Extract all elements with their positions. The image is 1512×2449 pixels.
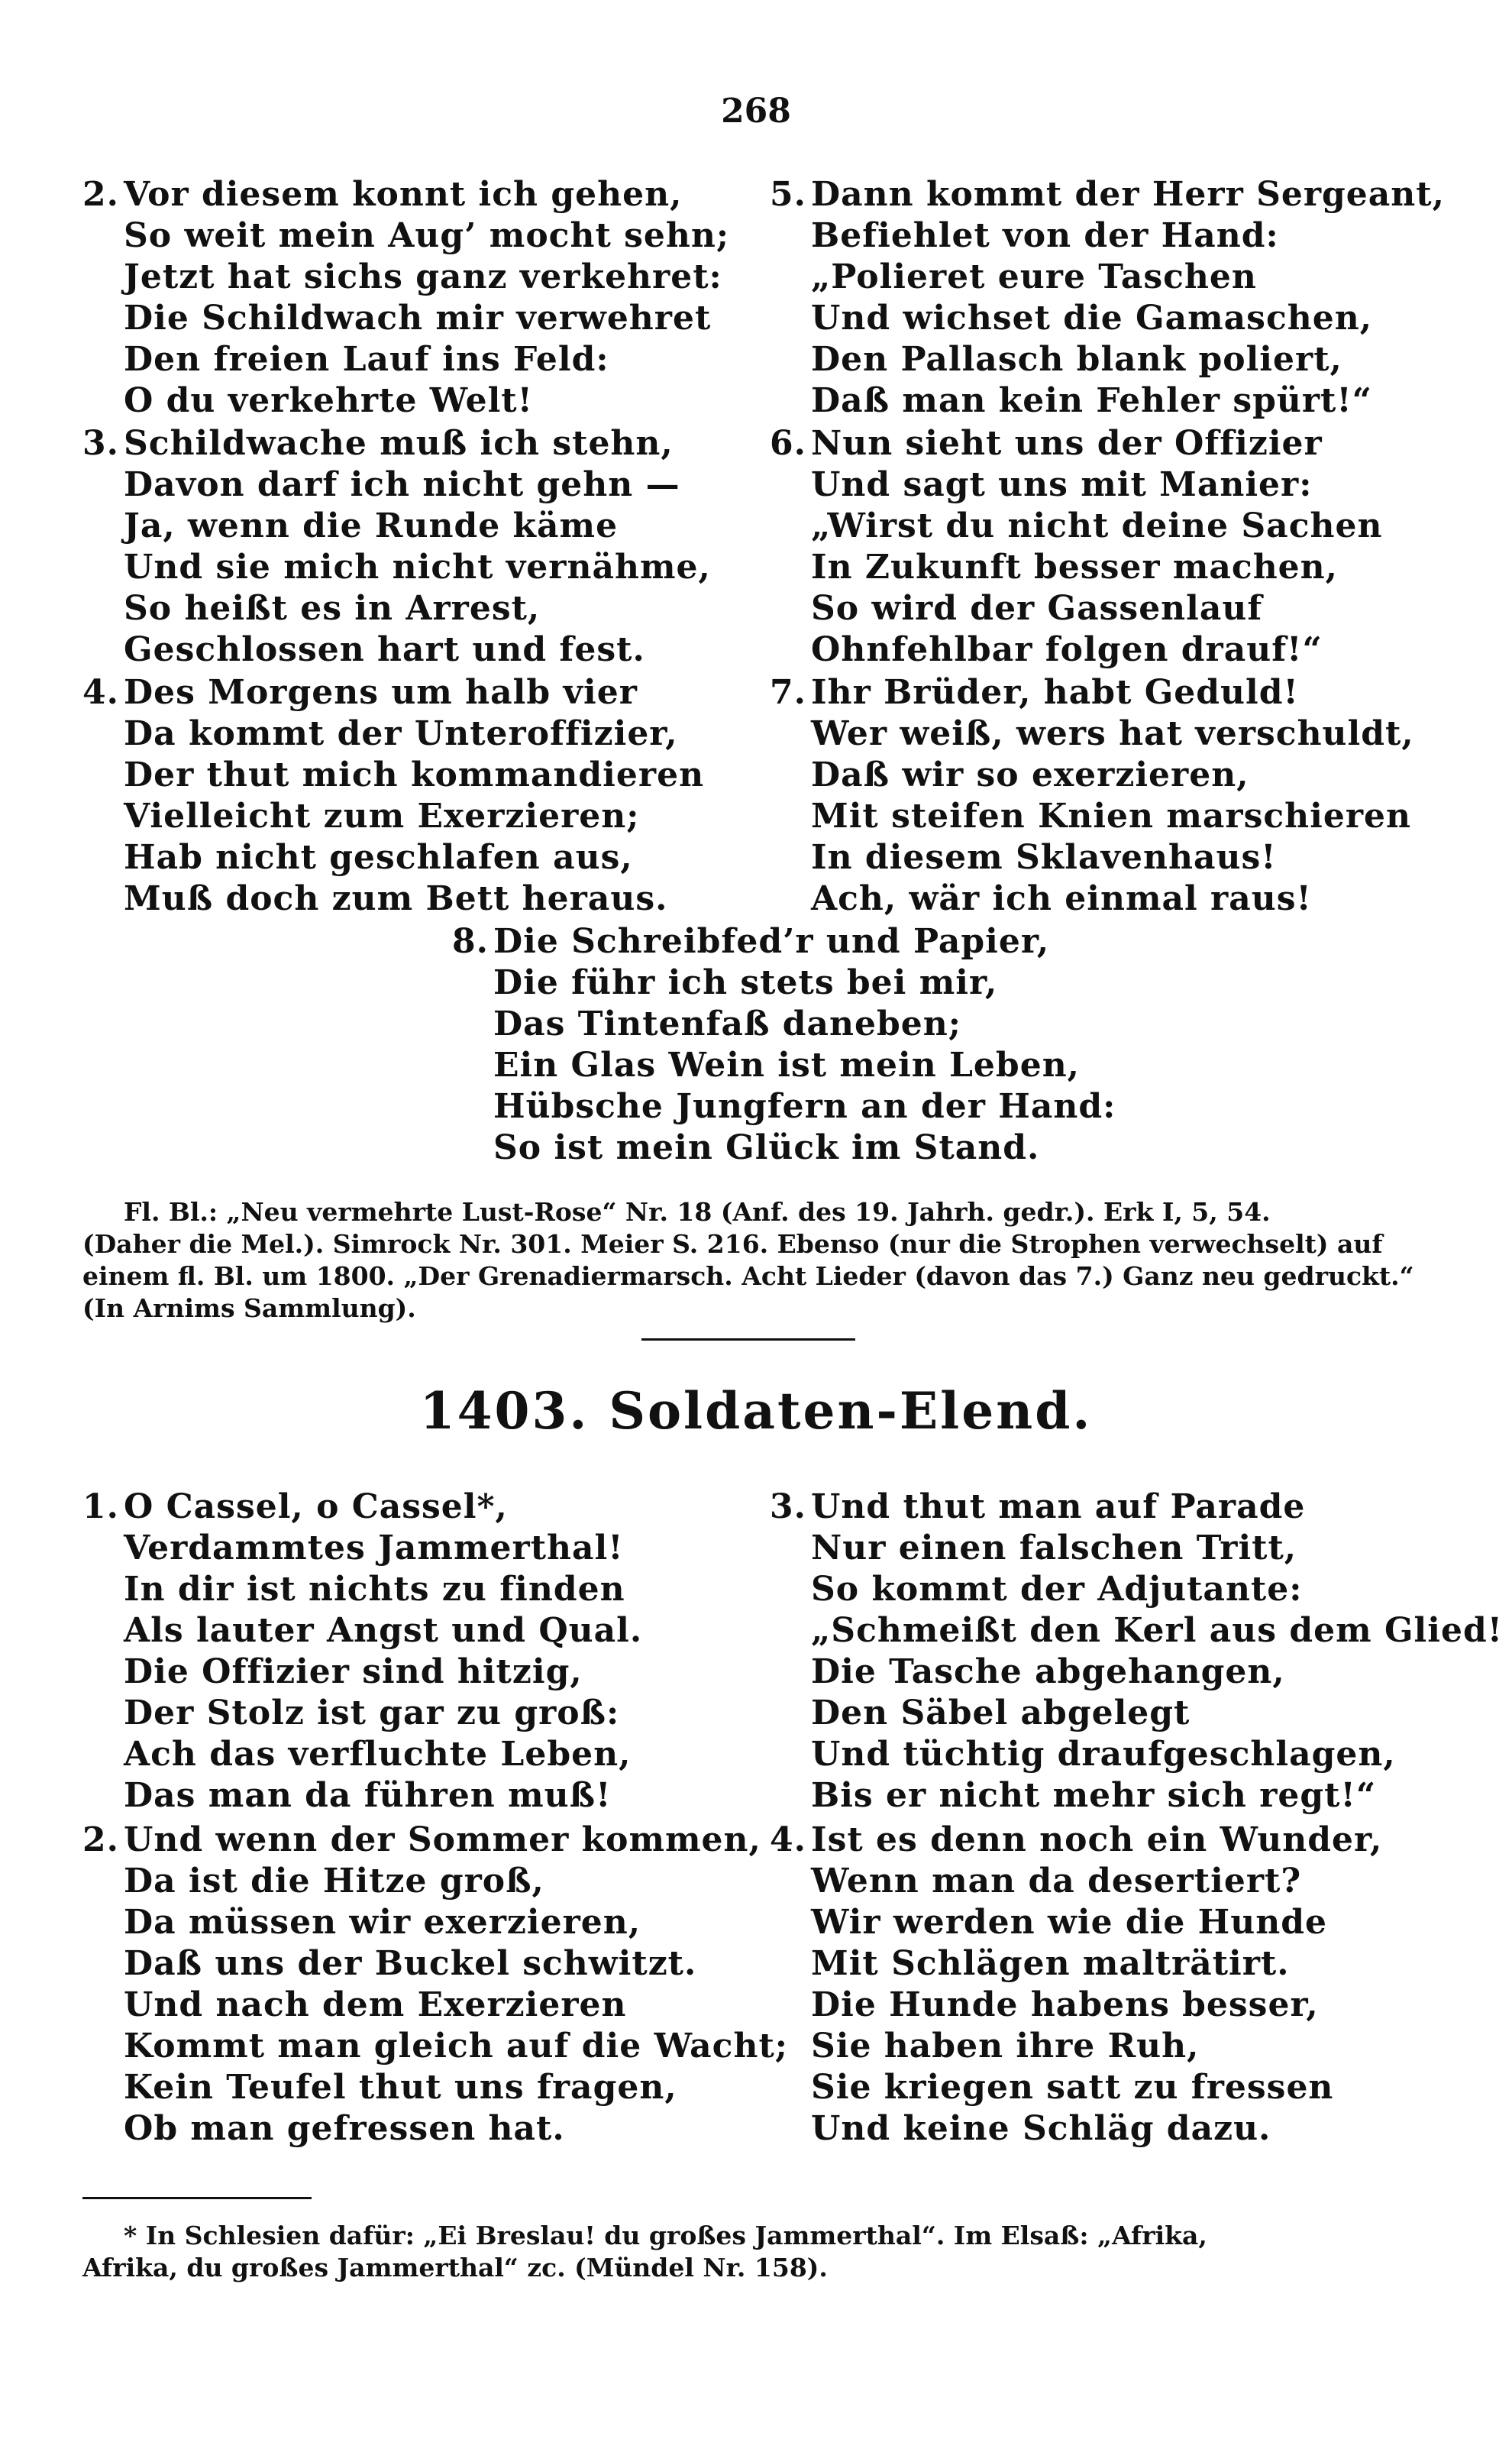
stanza-7	[770, 672, 1414, 920]
verse-line: In diesem Sklavenhaus!	[811, 838, 1277, 877]
footnote-line: Afrika, du großes Jammerthal“ zc. (Mündel Nr. 158).	[82, 2253, 828, 2282]
stanza-number: 3.	[82, 424, 119, 463]
verse-line: Ob man gefressen hat.	[124, 2109, 565, 2148]
verse-line: Die Schildwach mir verwehret	[124, 299, 712, 338]
verse-line: „Polieret eure Taschen	[811, 257, 1257, 296]
verse-line: Und sagt uns mit Manier:	[811, 465, 1313, 504]
verse-line: Das man da führen muß!	[124, 1776, 612, 1815]
verse-line: Kommt man gleich auf die Wacht;	[124, 2027, 789, 2066]
verse-line: In dir ist nichts zu finden	[124, 1570, 625, 1609]
verse-line: Wer weiß, wers hat verschuldt,	[811, 714, 1414, 753]
verse-line: Ach das verfluchte Leben,	[124, 1735, 632, 1774]
verse-line: Daß wir so exerzieren,	[811, 755, 1249, 794]
stanza-4	[770, 1820, 1382, 2150]
verse-line: Und tüchtig draufgeschlagen,	[811, 1735, 1396, 1774]
source-note-line: (In Arnims Sammlung).	[82, 1293, 416, 1323]
verse-line: Hab nicht geschlafen aus,	[124, 838, 633, 877]
verse-line: Hübsche Jungfern an der Hand:	[493, 1087, 1116, 1126]
verse-line: Muß doch zum Bett heraus.	[124, 879, 668, 918]
verse-line: Jetzt hat sichs ganz verkehret:	[124, 257, 722, 296]
verse-line: 3. Schildwache muß ich stehn,	[82, 424, 674, 463]
verse-line: Bis er nicht mehr sich regt!“	[811, 1776, 1377, 1815]
verse-line: Und nach dem Exerzieren	[124, 1985, 627, 2024]
verse-line: Ach, wär ich einmal raus!	[811, 879, 1312, 918]
verse-line: 7. Ihr Brüder, habt Geduld!	[770, 673, 1299, 712]
verse-line: O du verkehrte Welt!	[124, 381, 533, 420]
verse-line: 6. Nun sieht uns der Offizier	[770, 424, 1323, 463]
verse-line: In Zukunft besser machen,	[811, 548, 1338, 587]
section-divider	[641, 1338, 855, 1341]
verse-line: Die Tasche abgehangen,	[811, 1652, 1285, 1691]
verse-line: Ein Glas Wein ist mein Leben,	[493, 1046, 1080, 1085]
stanza-number: 2.	[82, 1820, 119, 1859]
verse-line: So kommt der Adjutante:	[811, 1570, 1303, 1609]
verse-line: Sie haben ihre Ruh,	[811, 2027, 1200, 2066]
page-number: 268	[721, 92, 791, 131]
verse-line: 4. Des Morgens um halb vier	[82, 673, 638, 712]
verse-line: „Wirst du nicht deine Sachen	[811, 506, 1383, 545]
source-note	[82, 1196, 1414, 1325]
stanza-number: 1.	[82, 1487, 119, 1526]
verse-line: 2. Und wenn der Sommer kommen,	[82, 1820, 761, 1859]
verse-line: Die Hunde habens besser,	[811, 1985, 1319, 2024]
verse-line: Verdammtes Jammerthal!	[124, 1529, 624, 1567]
verse-line: Da kommt der Unteroffizier,	[124, 714, 678, 753]
verse-line: Daß uns der Buckel schwitzt.	[124, 1944, 697, 1983]
verse-line: 1. O Cassel, o Cassel*,	[82, 1487, 508, 1526]
verse-line: 2. Vor diesem konnt ich gehen,	[82, 175, 683, 214]
verse-line: 8. Die Schreibfed’r und Papier,	[452, 922, 1050, 961]
verse-line: Die führ ich stets bei mir,	[493, 963, 998, 1002]
verse-line: Der thut mich kommandieren	[124, 755, 705, 794]
verse-line: Da ist die Hitze groß,	[124, 1862, 544, 1901]
verse-line: Ja, wenn die Runde käme	[124, 506, 619, 545]
verse-line: Den freien Lauf ins Feld:	[124, 340, 609, 379]
verse-line: Nur einen falschen Tritt,	[811, 1529, 1297, 1567]
verse-line: Geschlossen hart und fest.	[124, 630, 645, 669]
source-note-line: Fl. Bl.: „Neu vermehrte Lust-Rose“ Nr. 18 (Anf. des 19. Jahrh. gedr.). Erk I, 5, 54.	[124, 1197, 1271, 1227]
stanza-3	[82, 423, 711, 671]
stanza-number: 5.	[770, 175, 806, 214]
verse-line: Mit Schlägen malträtirt.	[811, 1944, 1290, 1983]
stanza-2	[82, 174, 729, 422]
verse-line: Als lauter Angst und Qual.	[124, 1611, 643, 1650]
source-note-line: (Daher die Mel.). Simrock Nr. 301. Meier S. 216. Ebenso (nur die Strophen verwechselt) auf	[82, 1229, 1383, 1259]
verse-line: Ohnfehlbar folgen drauf!“	[811, 630, 1323, 669]
source-note-line: einem fl. Bl. um 1800. „Der Grenadiermarsch. Acht Lieder (davon das 7.) Ganz neu gedruckt.“	[82, 1261, 1414, 1291]
stanza-number: 2.	[82, 175, 119, 214]
verse-line: Befiehlet von der Hand:	[811, 216, 1279, 255]
verse-line: Mit steifen Knien marschieren	[811, 797, 1412, 836]
stanza-4	[82, 672, 704, 920]
verse-line: 3. Und thut man auf Parade	[770, 1487, 1306, 1526]
verse-line: So heißt es in Arrest,	[124, 589, 541, 628]
verse-line: Da müssen wir exerzieren,	[124, 1903, 641, 1942]
footnote	[82, 2220, 1207, 2284]
verse-line: Wir werden wie die Hunde	[811, 1903, 1327, 1942]
verse-line: Wenn man da desertiert?	[811, 1862, 1302, 1901]
verse-line: Daß man kein Fehler spürt!“	[811, 381, 1372, 420]
stanza-number: 3.	[770, 1487, 806, 1526]
verse-line: Der Stolz ist gar zu groß:	[124, 1694, 620, 1732]
verse-line: Kein Teufel thut uns fragen,	[124, 2068, 677, 2107]
verse-line: So weit mein Aug’ mocht sehn;	[124, 216, 730, 255]
stanza-6	[770, 423, 1382, 671]
verse-line: 5. Dann kommt der Herr Sergeant,	[770, 175, 1445, 214]
footnote-line: * In Schlesien dafür: „Ei Breslau! du großes Jammerthal“. Im Elsaß: „Afrika,	[124, 2221, 1207, 2250]
footnote-divider	[82, 2197, 312, 2199]
verse-line: Die Offizier sind hitzig,	[124, 1652, 583, 1691]
verse-line: Den Säbel abgelegt	[811, 1694, 1191, 1732]
verse-line: Und sie mich nicht vernähme,	[124, 548, 711, 587]
verse-line: Sie kriegen satt zu fressen	[811, 2068, 1334, 2107]
song-title: 1403. Soldaten-Elend.	[419, 1381, 1093, 1441]
verse-line: Und wichset die Gamaschen,	[811, 299, 1373, 338]
stanza-8	[452, 921, 1116, 1169]
verse-line: Den Pallasch blank poliert,	[811, 340, 1342, 379]
verse-line: Vielleicht zum Exerzieren;	[124, 797, 640, 836]
verse-line: So wird der Gassenlauf	[811, 589, 1263, 628]
stanza-number: 4.	[82, 673, 119, 712]
stanza-number: 6.	[770, 424, 806, 463]
stanza-2	[82, 1820, 788, 2150]
stanza-number: 8.	[452, 922, 489, 961]
stanza-5	[770, 174, 1445, 422]
stanza-3	[770, 1487, 1503, 1817]
verse-line: „Schmeißt den Kerl aus dem Glied!	[811, 1611, 1504, 1650]
stanza-number: 4.	[770, 1820, 806, 1859]
verse-line: Davon darf ich nicht gehn —	[124, 465, 680, 504]
stanza-1	[82, 1487, 642, 1817]
verse-line: So ist mein Glück im Stand.	[493, 1128, 1040, 1167]
verse-line: Und keine Schläg dazu.	[811, 2109, 1271, 2148]
verse-line: 4. Ist es denn noch ein Wunder,	[770, 1820, 1383, 1859]
stanza-number: 7.	[770, 673, 806, 712]
verse-line: Das Tintenfaß daneben;	[493, 1005, 961, 1043]
